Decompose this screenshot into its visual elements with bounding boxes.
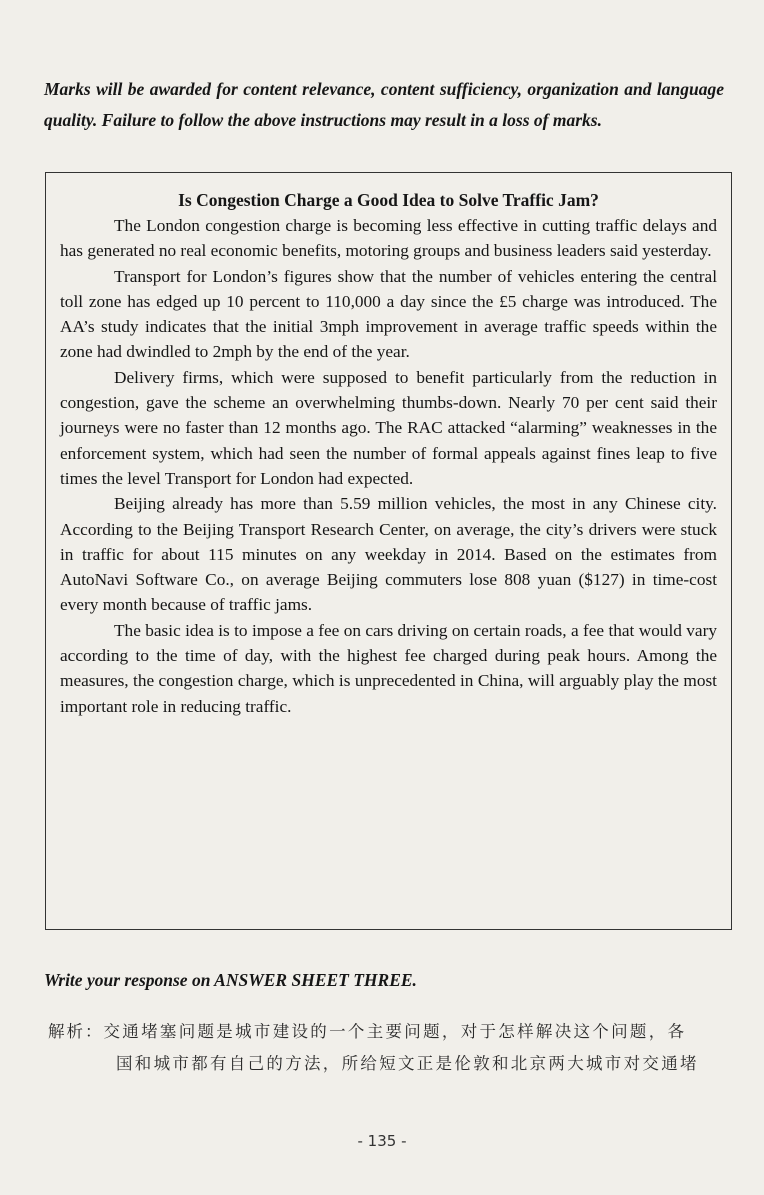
analysis-text: 交通堵塞问题是城市建设的一个主要问题，对于怎样解决这个问题，各 [103, 1022, 687, 1041]
passage-paragraph: Transport for London’s figures show that the number of vehicles entering the central toll zone has edged up 10 percent to 110,000 a day since the £5 charge was introduced. The AA’s study indicates that the initial 3mph improvement in average traffic speeds within the zone had dwindled to 2mph by the end of the year. [60, 266, 717, 362]
analysis-section [48, 1016, 738, 1080]
page-number: - 135 - [357, 1132, 407, 1150]
analysis-label: 解析： [48, 1022, 104, 1041]
passage-title: Is Congestion Charge a Good Idea to Solve Traffic Jam? [178, 190, 599, 210]
analysis-line: 国和城市都有自己的方法，所给短文正是伦敦和北京两大城市对交通堵 [116, 1054, 699, 1073]
passage-paragraph: The basic idea is to impose a fee on cars driving on certain roads, a fee that would vary according to the time of day, with the highest fee charged during peak hours. Among the measures, the congestion charge, which is unprecedented in China, will arguably play the most important role in reducing traffic. [60, 620, 717, 716]
passage-paragraph: Beijing already has more than 5.59 million vehicles, the most in any Chinese city. According to the Beijing Transport Research Center, on average, the city’s drivers were stuck in traffic for about 115 minutes on any weekday in 2014. Based on the estimates from AutoNavi Software Co., on average Beijing commuters lose 808 yuan ($127) in time-cost every month because of traffic jams. [60, 494, 717, 615]
response-instruction: Write your response on ANSWER SHEET THREE. [44, 970, 417, 990]
passage-paragraph: Delivery firms, which were supposed to benefit particularly from the reduction in congestion, gave the scheme an overwhelming thumbs-down. Nearly 70 per cent said their journeys were no faster than 12 months ago. The RAC attacked “alarming” weaknesses in the enforcement system, which had seen the number of formal appeals against fines leap to five times the level Transport for London had expected. [60, 367, 717, 488]
analysis-line [48, 1016, 738, 1048]
passage-box [45, 172, 732, 930]
marking-instructions: Marks will be awarded for content relevance, content sufficiency, organization and language quality. Failure to follow the above instructions may result in a loss of marks. [44, 79, 724, 130]
passage-paragraph: The London congestion charge is becoming less effective in cutting traffic delays and has generated no real economic benefits, motoring groups and business leaders said yesterday. [60, 216, 717, 261]
